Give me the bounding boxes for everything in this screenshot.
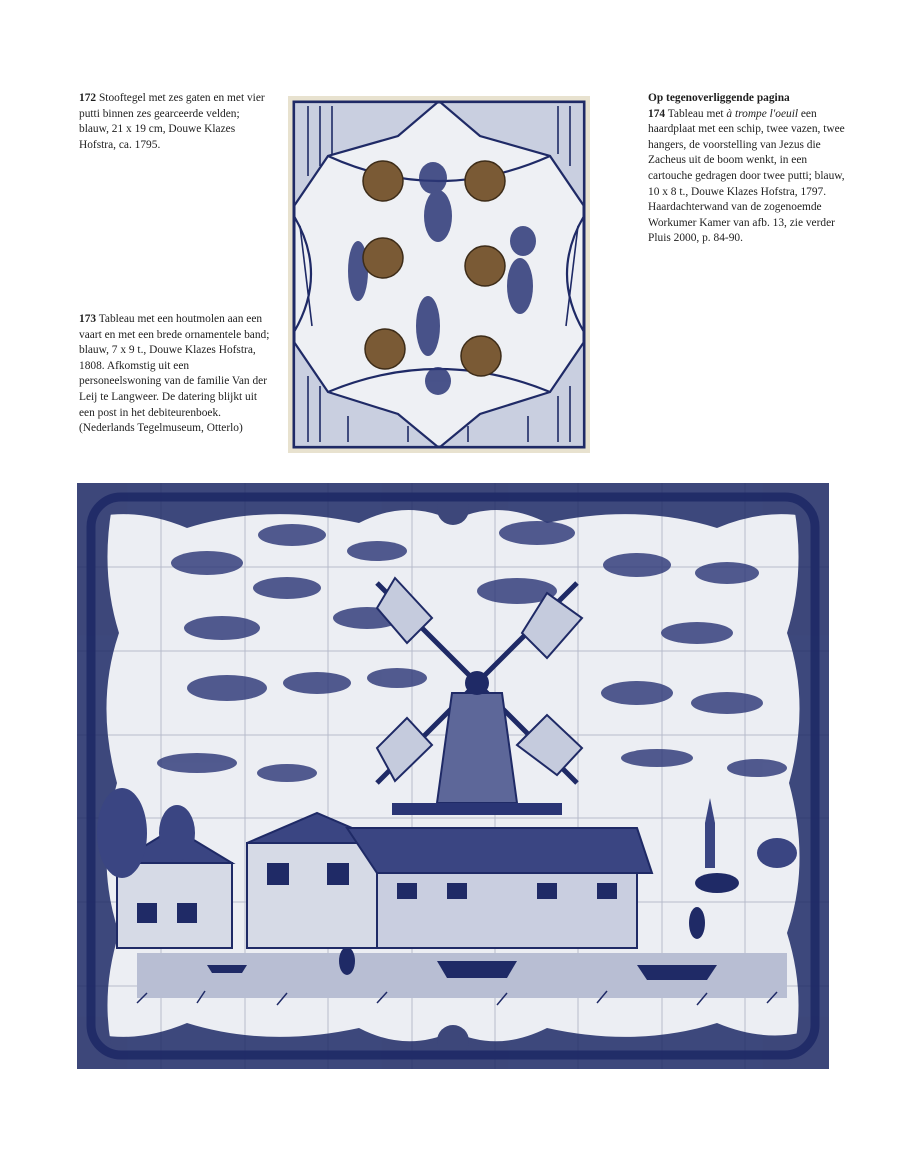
windmill-tableau-illustration xyxy=(77,483,829,1069)
caption-number: 172 xyxy=(79,92,97,104)
caption-172 xyxy=(79,91,269,153)
stove-tile-illustration xyxy=(288,96,590,453)
windmill-tableau-photo xyxy=(77,483,829,1069)
caption-text: Tableau met xyxy=(665,107,727,120)
caption-text: Stooftegel met zes gaten en met vier putti binnen zes gearceerde velden; blauw, 21 x 19 cm, Douwe Klazes Hofstra, ca. 1795. xyxy=(79,92,265,151)
caption-italic: à trompe l'oeuil xyxy=(726,107,799,120)
caption-number: 174 xyxy=(648,107,666,120)
caption-text: een haardplaat met een schip, twee vazen, twee hangers, de voorstelling van Jezus die Zacheus uit de boom wenkt, in een cartouche gedragen door twee putti; blauw, 10 x 8 t., Douwe Klazes Hofstra, 1797. Haardachterwand van de zogenoemde Workumer Kamer van afb. 13, zie verder Pluis 2000, p. 84-90. xyxy=(648,107,845,245)
stove-tile-photo xyxy=(288,96,590,453)
caption-173 xyxy=(79,312,274,437)
caption-174 xyxy=(648,91,848,247)
caption-heading: Op tegenoverliggende pagina xyxy=(648,92,790,104)
caption-number: 173 xyxy=(79,313,97,325)
caption-text: Tableau met een houtmolen aan een vaart en met een brede ornamentele band; blauw, 7 x 9 t., Douwe Klazes Hofstra, 1808. Afkomstig uit een personeelswoning van de familie Van der Leij te Langweer. De datering blijkt uit een post in het debiteurenboek. (Nederlands Tegelmuseum, Otterlo) xyxy=(79,313,270,435)
